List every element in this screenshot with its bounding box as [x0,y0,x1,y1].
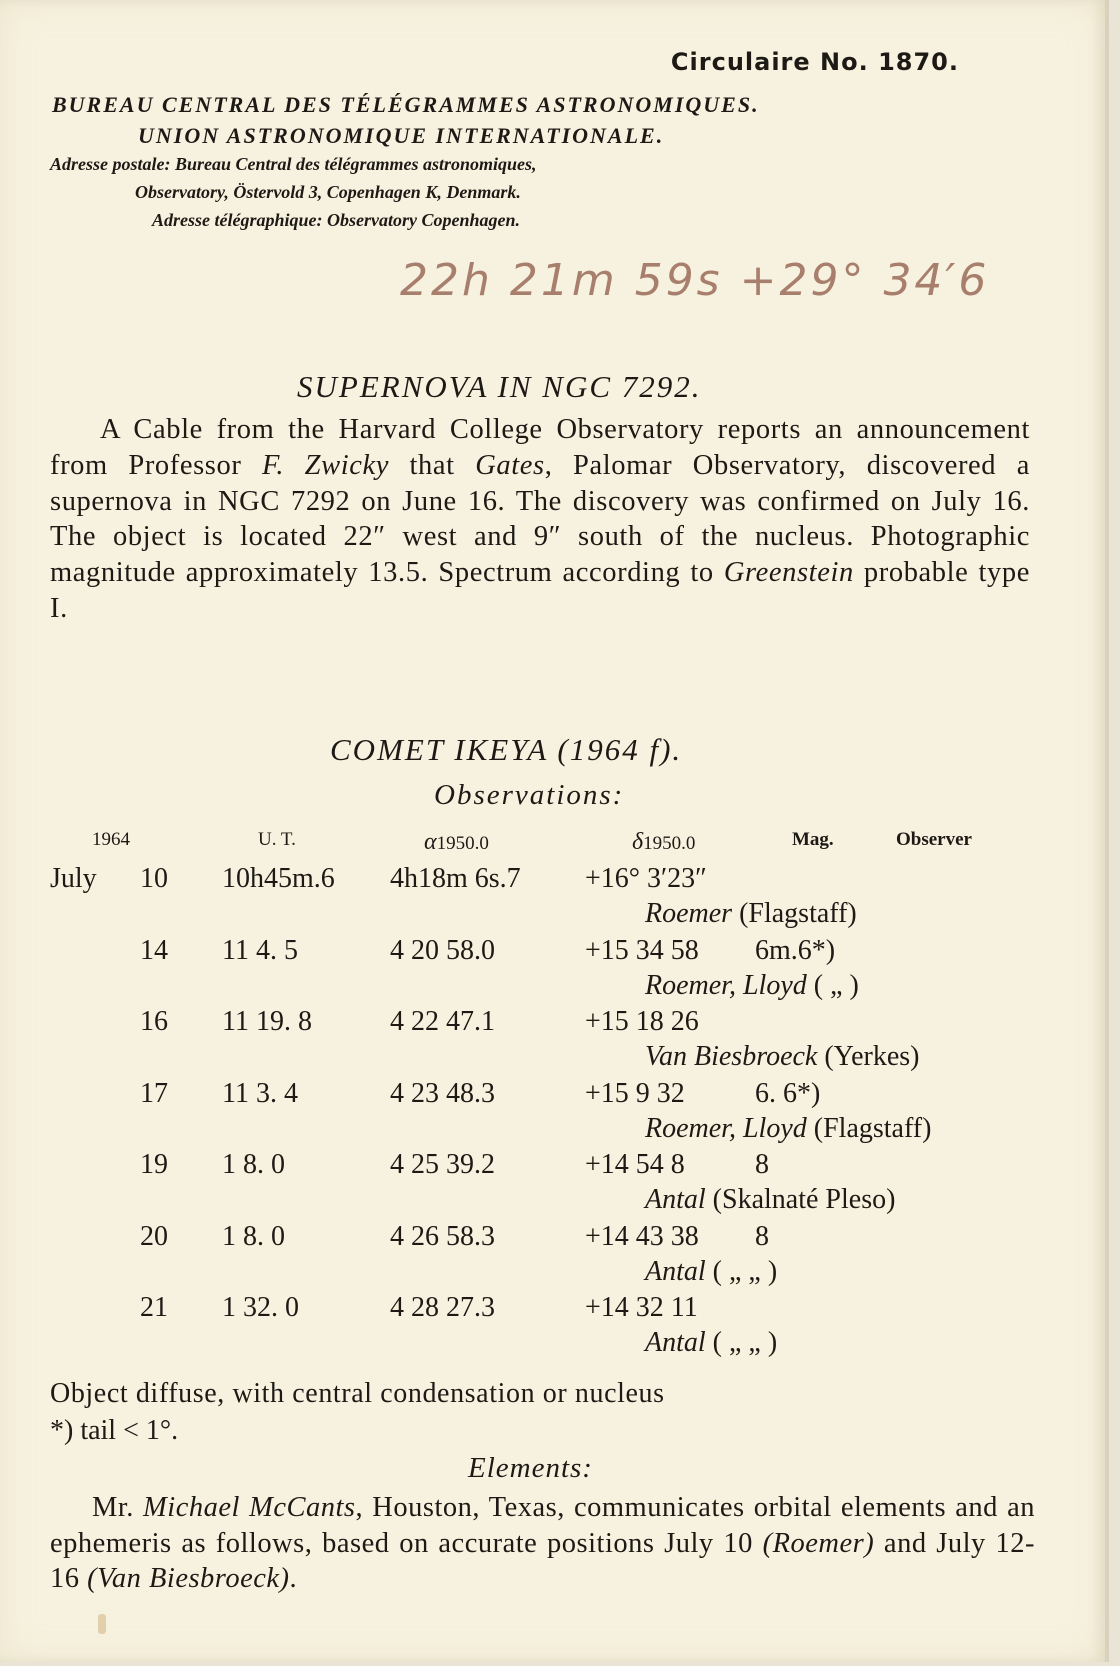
note-diffuse: Object diffuse, with central condensation or nucleus [50,1378,665,1409]
observer-name: Van Biesbroeck [645,1041,818,1072]
observer-name: Roemer, Lloyd [645,969,807,1001]
obs-cell-mag: 6m.6*) [755,934,836,966]
observer-place: ( „ ) [813,969,859,1001]
postal-address-line: Adresse postale: Bureau Central des télégrammes astronomiques, [50,154,537,174]
obs-cell-month: July [50,863,97,894]
observer-place: (Flagstaff) [739,898,857,929]
observer-line [645,1041,920,1073]
handwritten-coordinates: 22h 21m 59s +29° 34′6 [400,255,990,306]
observer-place: (Skalnaté Pleso) [712,1184,896,1215]
obs-cell-dec: +14 43 38 [585,1220,699,1252]
supernova-paragraph: A Cable from the Harvard College Observatory reports an announcement from Professor F. Zwicky that Gates, Palomar Observatory, discovered a supernova in NGC 7292 on June 16. The discovery was confirmed on July 16. The object is located 22″ west and 9″ south of the nucleus. Photographic magnitude approximately 13.5. Spectrum according to Greenstein probable type I. [50,414,1030,624]
obs-cell-day: 21 [140,1292,168,1323]
note-tail: *) tail < 1°. [50,1415,179,1446]
obs-cell-ra: 4h18m 6s.7 [390,863,521,894]
observer-line [645,1184,895,1216]
obs-cell-dec: +15 18 26 [585,1006,699,1037]
obs-cell-ut: 11 19. 8 [222,1006,312,1037]
observer-name: Roemer, Lloyd [645,1112,807,1144]
bureau-name: BUREAU CENTRAL DES TÉLÉGRAMMES ASTRONOMIQUES. [52,92,760,117]
observer-line [645,1256,777,1288]
paper-stain [98,1614,106,1634]
col-ra: α1950.0 [424,829,489,855]
observer-place: ( „ „ ) [712,1327,778,1358]
observer-place: ( „ „ ) [712,1255,778,1287]
obs-cell-day: 20 [140,1220,168,1252]
observer-name: Antal [645,1184,706,1215]
circular-number: Circulaire No. 1870. [670,48,959,76]
observations-heading: Observations: [434,779,625,811]
obs-cell-dec: +14 32 11 [585,1292,698,1323]
obs-cell-ut: 1 8. 0 [222,1220,285,1252]
obs-cell-dec: +15 34 58 [585,934,699,966]
obs-cell-ra: 4 25 39.2 [390,1149,495,1180]
col-dec: δ1950.0 [632,829,696,855]
obs-cell-ra: 4 23 48.3 [390,1077,495,1109]
obs-cell-day: 10 [140,863,168,894]
obs-cell-ut: 1 32. 0 [222,1292,299,1323]
obs-cell-dec: +15 9 32 [585,1077,685,1109]
col-ut: U. T. [258,829,296,850]
col-year: 1964 [92,829,130,850]
obs-cell-day: 17 [140,1077,168,1109]
postal-address-line-2: Observatory, Östervold 3, Copenhagen K, Denmark. [135,182,521,202]
telegraph-address: Adresse télégraphique: Observatory Copenhagen. [152,210,520,230]
obs-cell-ra: 4 28 27.3 [390,1292,495,1323]
obs-cell-mag: 6. 6*) [755,1077,821,1109]
comet-title: COMET IKEYA (1964 f). [330,732,683,767]
obs-cell-ut: 11 3. 4 [222,1077,298,1109]
obs-cell-ut: 10h45m.6 [222,863,335,894]
observer-name: Antal [645,1255,706,1287]
col-mag: Mag. [792,829,834,850]
observer-place: (Yerkes) [824,1041,920,1072]
obs-cell-mag: 8 [755,1220,769,1252]
observer-name: Roemer [645,898,733,929]
obs-cell-ra: 4 20 58.0 [390,934,495,966]
obs-cell-dec: +14 54 8 [585,1149,685,1180]
elements-heading: Elements: [468,1452,593,1484]
supernova-title: SUPERNOVA IN NGC 7292. [297,369,702,404]
obs-cell-ra: 4 22 47.1 [390,1006,495,1037]
obs-cell-dec: +16° 3′23″ [585,863,707,894]
observer-line [645,898,857,930]
obs-cell-ut: 11 4. 5 [222,934,298,966]
elements-paragraph: Mr. Michael McCants, Houston, Texas, communicates orbital elements and an ephemeris as follows, based on accurate positions July 10 (Roemer) and July 12-16 (Van Biesbroeck). [50,1492,1035,1594]
obs-cell-mag: 8 [755,1149,769,1180]
observer-line [645,1327,777,1359]
observer-place: (Flagstaff) [813,1112,932,1144]
obs-cell-ut: 1 8. 0 [222,1149,285,1180]
col-observer: Observer [896,829,972,850]
obs-cell-day: 14 [140,934,168,966]
observer-line [645,970,859,1002]
obs-cell-ra: 4 26 58.3 [390,1220,495,1252]
observer-name: Antal [645,1327,706,1358]
obs-cell-day: 19 [140,1149,168,1180]
obs-cell-day: 16 [140,1006,168,1037]
union-name: UNION ASTRONOMIQUE INTERNATIONALE. [138,123,665,148]
observer-line [645,1113,931,1145]
